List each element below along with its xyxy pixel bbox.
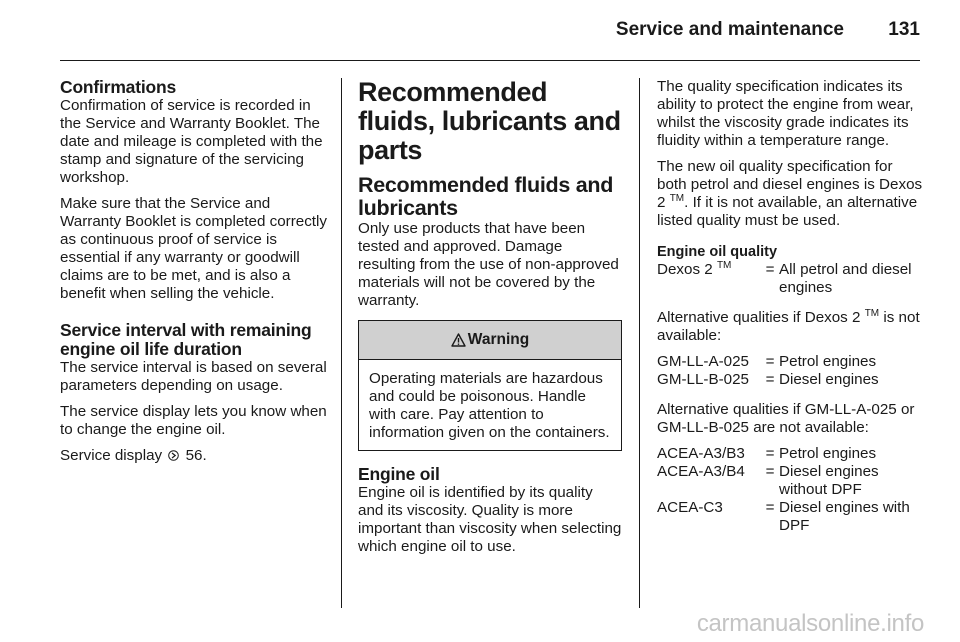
paragraph: The service interval is based on several parameters depending on usage.: [60, 359, 327, 394]
page-number: 131: [888, 19, 920, 40]
page-reference-icon: [168, 450, 179, 461]
page-header-title: Service and maintenance: [615, 19, 844, 40]
table-row: Dexos 2 ™ = All petrol and diesel engines: [657, 259, 912, 296]
dexos-table: [657, 261, 923, 297]
table-row: GM-LL-A-025 = Petrol engines: [657, 353, 877, 370]
alternative-table-2: [657, 445, 923, 535]
confirmations-heading: Confirmations: [60, 77, 177, 97]
column-3: [657, 78, 923, 547]
warning-label: Warning: [467, 331, 530, 348]
header-rule: [60, 60, 920, 61]
service-interval-heading: Service interval with remaining engine oil life duration: [60, 320, 312, 359]
column-divider: [341, 78, 342, 608]
column-1: [60, 78, 330, 473]
engine-oil-heading: Engine oil: [358, 464, 440, 484]
paragraph: Engine oil is identified by its quality and its viscosity. Quality is more important than viscosity when selecting which engine oil to use.: [358, 484, 622, 555]
table-row: GM-LL-B-025 = Diesel engines: [657, 371, 879, 388]
reference-page: 56.: [185, 447, 207, 464]
paragraph: The new oil quality specification for both petrol and diesel engines is Dexos 2 ™. If it is not available, an alternative listed quality must be used.: [657, 158, 923, 229]
table-row: ACEA-A3/B3 = Petrol engines: [657, 445, 877, 462]
warning-header: [359, 321, 621, 360]
paragraph: Confirmation of service is recorded in the Service and Warranty Booklet. The date and mileage is completed with the stamp and signature of the servicing workshop.: [60, 97, 323, 186]
watermark: carmanualsonline.info: [696, 610, 924, 637]
subsection-title: Recommended fluids and lubricants: [358, 173, 614, 220]
paragraph: Alternative qualities if Dexos 2 ™ is not available:: [657, 307, 920, 344]
section-title: Recommended fluids, lubricants and parts: [358, 77, 621, 165]
warning-text: Operating materials are hazardous and could be poisonous. Handle with care. Pay attention to information given on the containers.: [369, 370, 610, 441]
column-2: [358, 78, 622, 564]
warning-box: [358, 320, 622, 451]
table-row: ACEA-C3 = Diesel engines with DPF: [657, 499, 910, 534]
paragraph: Make sure that the Service and Warranty Booklet is completed correctly as continuous proof of service is essential if any warranty or goodwill claims are to be met, and is also a benefit when selling the vehicle.: [60, 195, 327, 302]
warning-triangle-icon: [451, 333, 466, 347]
engine-oil-quality-heading: Engine oil quality: [657, 244, 778, 260]
trademark: TM: [669, 192, 685, 204]
reference-text: Service display: [60, 447, 163, 464]
paragraph: The service display lets you know when to change the engine oil.: [60, 403, 327, 438]
cross-reference[interactable]: [60, 447, 330, 465]
column-divider: [639, 78, 640, 608]
paragraph: Only use products that have been tested and approved. Damage resulting from the use of non-approved materials will not be covered by the warranty.: [358, 220, 619, 309]
paragraph: The quality specification indicates its ability to protect the engine from wear, whilst the viscosity grade indicates its fluidity within a temperature range.: [657, 78, 914, 149]
paragraph: Alternative qualities if GM-LL-A-025 or GM-LL-B-025 are not available:: [657, 401, 915, 436]
table-row: ACEA-A3/B4 = Diesel engines without DPF: [657, 463, 879, 498]
alternative-table-1: [657, 353, 879, 389]
